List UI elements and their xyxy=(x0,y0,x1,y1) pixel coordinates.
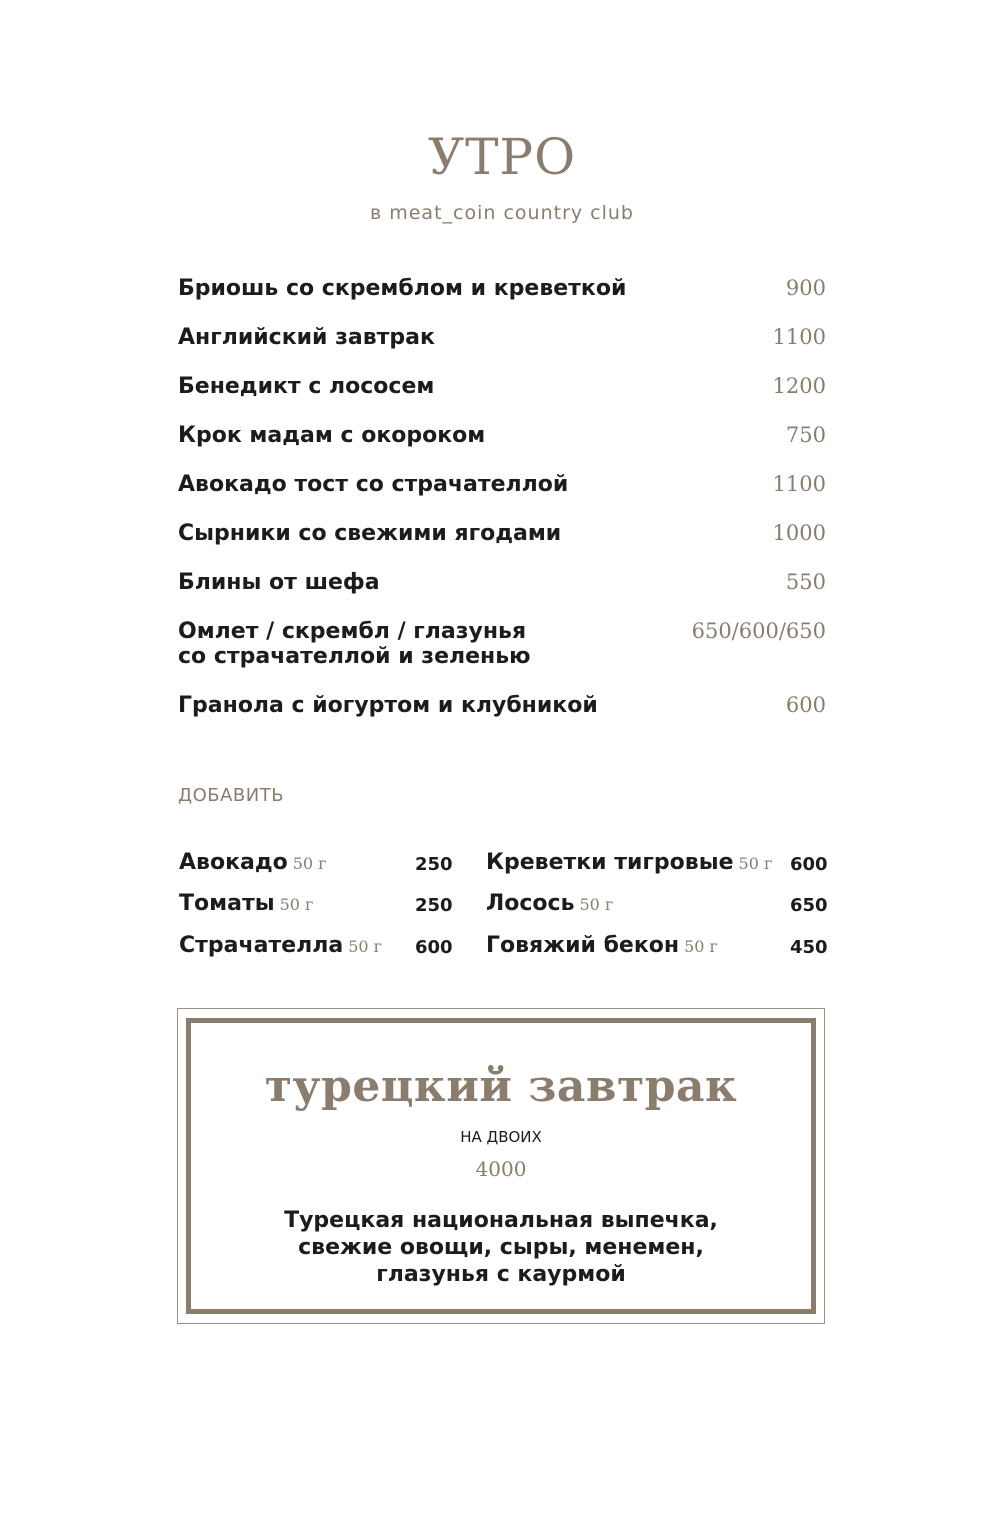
special-offer-frame xyxy=(177,1008,825,1324)
menu-item-price: 550 xyxy=(785,570,826,594)
menu-item xyxy=(178,276,826,301)
addon-item xyxy=(486,933,718,963)
special-offer-description xyxy=(191,1207,811,1288)
menu-item-price: 650/600/650 xyxy=(691,619,826,643)
menu-item xyxy=(178,472,826,497)
special-offer-title: турецкий завтрак xyxy=(264,1061,738,1112)
addon-item xyxy=(179,850,327,880)
special-offer-inner-frame xyxy=(186,1018,816,1314)
breakfast-menu-list xyxy=(178,276,826,742)
menu-item-price: 1000 xyxy=(772,521,826,545)
addon-name: Страчателла xyxy=(179,933,344,958)
description-line: Турецкая национальная выпечка, xyxy=(284,1208,718,1233)
addon-item xyxy=(179,891,313,921)
menu-item xyxy=(178,374,826,399)
addon-price: 600 xyxy=(415,937,453,958)
page-title: УТРО xyxy=(427,128,577,186)
menu-item-name: Крок мадам с окороком xyxy=(178,423,486,448)
addon-price: 250 xyxy=(415,895,453,916)
addon-weight: 50 г xyxy=(279,895,314,914)
addon-item xyxy=(486,891,613,921)
menu-item xyxy=(178,521,826,546)
addon-price: 600 xyxy=(790,854,828,875)
menu-item xyxy=(178,325,826,350)
addon-name: Томаты xyxy=(179,891,275,916)
addon-weight: 50 г xyxy=(348,937,383,956)
menu-item xyxy=(178,693,826,718)
addon-price: 450 xyxy=(790,937,828,958)
addon-name: Креветки тигровые xyxy=(486,850,734,875)
menu-item-price: 900 xyxy=(785,276,826,300)
menu-item-name: Сырники со свежими ягодами xyxy=(178,521,562,546)
menu-item xyxy=(178,423,826,448)
addon-price: 250 xyxy=(415,854,453,875)
special-offer-subtitle: НА ДВОИХ xyxy=(460,1128,542,1146)
menu-item-price: 1200 xyxy=(772,374,826,398)
menu-item-name: Английский завтрак xyxy=(178,325,435,350)
menu-item-name: Авокадо тост со страчателлой xyxy=(178,472,569,497)
menu-item-price: 600 xyxy=(785,693,826,717)
menu-item-name-line: со страчателлой и зеленью xyxy=(178,644,531,669)
menu-item-name: Бриошь со скремблом и креветкой xyxy=(178,276,627,301)
addon-name: Авокадо xyxy=(179,850,288,875)
addon-item xyxy=(486,850,772,880)
description-line: свежие овощи, сыры, менемен, xyxy=(298,1235,704,1260)
addon-item xyxy=(179,933,382,963)
menu-item-name: Блины от шефа xyxy=(178,570,380,595)
menu-item-price: 750 xyxy=(785,423,826,447)
menu-item xyxy=(178,570,826,595)
addon-price: 650 xyxy=(790,895,828,916)
menu-item-name: Бенедикт с лососем xyxy=(178,374,435,399)
addon-weight: 50 г xyxy=(738,854,773,873)
addons-heading: ДОБАВИТЬ xyxy=(178,785,285,806)
page-subtitle: в meat_coin country club xyxy=(370,202,634,224)
menu-item-name-line: Омлет / скрембл / глазунья xyxy=(178,619,527,644)
addon-weight: 50 г xyxy=(684,937,718,956)
menu-item-name: Гранола с йогуртом и клубникой xyxy=(178,693,598,718)
special-offer-price: 4000 xyxy=(475,1157,527,1181)
description-line: глазунья с каурмой xyxy=(376,1262,626,1287)
addon-name: Лосось xyxy=(486,891,575,916)
menu-item-name xyxy=(178,619,531,669)
menu-item xyxy=(178,619,826,669)
menu-item-price: 1100 xyxy=(772,325,826,349)
menu-item-price: 1100 xyxy=(772,472,826,496)
addon-name: Говяжий бекон xyxy=(486,933,680,958)
addon-weight: 50 г xyxy=(579,895,614,914)
addon-weight: 50 г xyxy=(292,854,327,873)
